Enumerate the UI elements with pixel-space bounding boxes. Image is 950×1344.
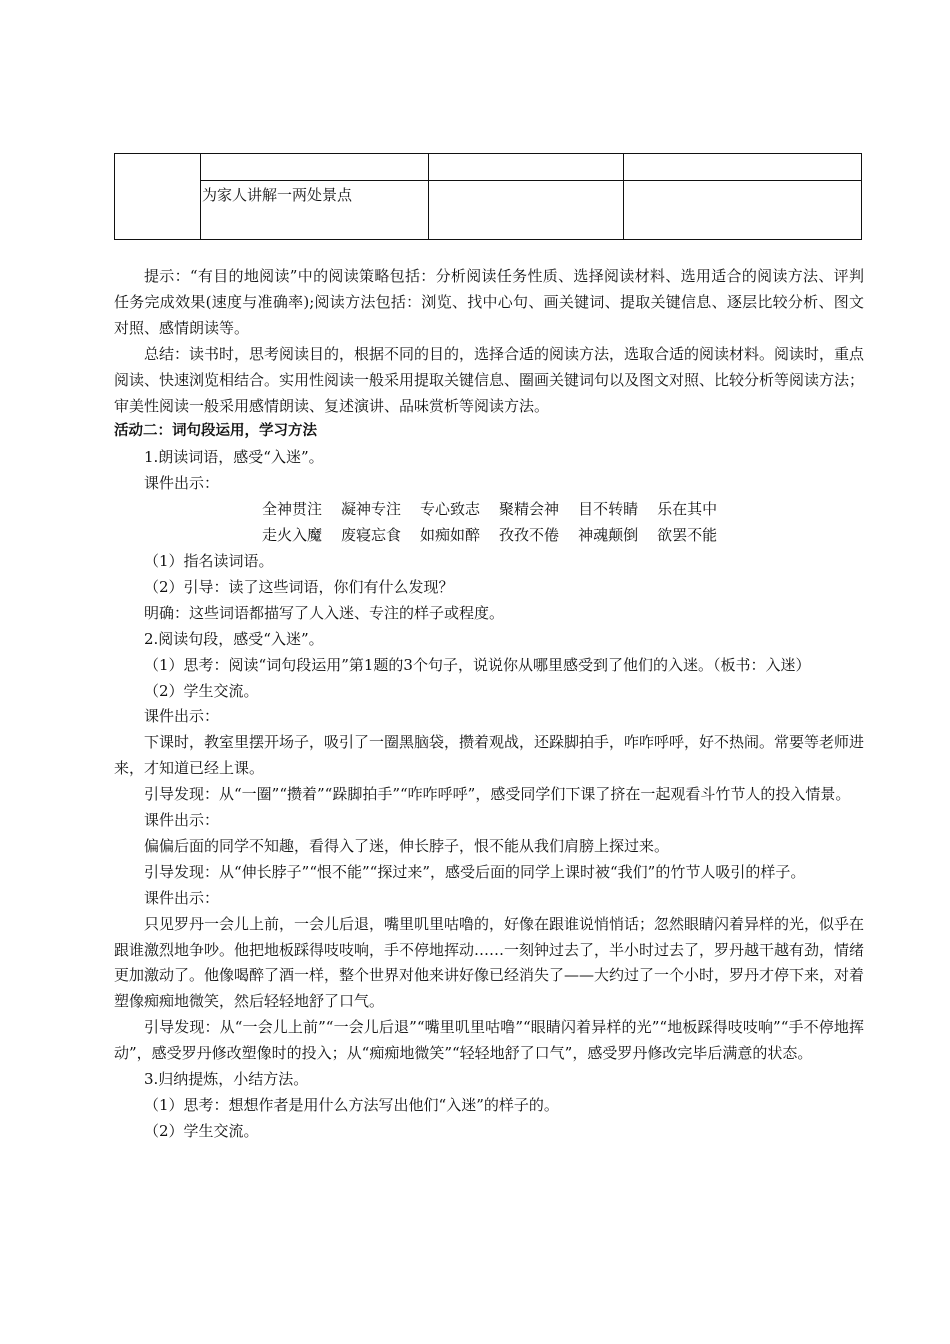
sub-step: （2）学生交流。 bbox=[144, 1121, 259, 1140]
word-item: 全神贯注 bbox=[262, 500, 323, 519]
table-cell bbox=[429, 181, 624, 240]
courseware-label: 课件出示： bbox=[144, 811, 220, 830]
word-item: 废寝忘食 bbox=[341, 526, 402, 545]
step-3: 3.归纳提炼，小结方法。 bbox=[144, 1070, 309, 1089]
table-cell bbox=[201, 181, 429, 240]
table-cell bbox=[201, 154, 429, 181]
word-item: 目不转睛 bbox=[578, 500, 639, 519]
word-item: 孜孜不倦 bbox=[499, 526, 560, 545]
courseware-label: 课件出示： bbox=[144, 474, 220, 493]
table-cell bbox=[115, 154, 201, 240]
sub-step: （1）指名读词语。 bbox=[144, 551, 274, 570]
word-item: 聚精会神 bbox=[499, 500, 560, 519]
table-cell-text: 为家人讲解一两处景点 bbox=[202, 186, 353, 204]
quote-paragraph: 只见罗丹一会儿上前，一会儿后退，嘴里叽里咕噜的，好像在跟谁说悄悄话；忽然眼睛闪着异样的光，似乎在跟谁激烈地争吵。他把地板踩得吱吱响，手不停地挥动……一刻钟过去了，半小时过去了，罗丹越干越有劲，情绪更加激动了。他像喝醉了酒一样，整个世界对他来讲好像已经消失了——大约过了一个小时，罗丹才停下来，对着塑像痴痴地微笑，然后轻轻地舒了口气。 bbox=[114, 914, 865, 1011]
activity-heading: 活动二：词句段运用，学习方法 bbox=[114, 423, 317, 440]
activity-table bbox=[114, 153, 862, 240]
table-row bbox=[115, 181, 862, 240]
guide-paragraph: 引导发现：从“一圈”“攒着”“跺脚拍手”“咋咋呼呼”，感受同学们下课了挤在一起观看斗竹节人的投入情景。 bbox=[144, 785, 851, 804]
courseware-label: 课件出示： bbox=[144, 888, 220, 907]
sub-step: （1）思考：阅读“词句段运用”第1题的3个句子，说说你从哪里感受到了他们的入迷。（板书：入迷） bbox=[144, 655, 811, 674]
clarify-text: 明确：这些词语都描写了人入迷、专注的样子或程度。 bbox=[144, 603, 505, 622]
guide-paragraph: 引导发现：从“一会儿上前”“一会儿后退”“嘴里叽里咕噜”“眼睛闪着异样的光”“地板踩得吱吱响”“手不停地挥动”，感受罗丹修改塑像时的投入；从“痴痴地微笑”“轻轻地舒了口气”，感受罗丹修改完毕后满意的状态。 bbox=[114, 1018, 864, 1063]
sub-step: （1）思考：想想作者是用什么方法写出他们“入迷”的样子的。 bbox=[144, 1096, 559, 1114]
summary-paragraph: 总结：读书时，思考阅读目的，根据不同的目的，选择合适的阅读方法，选取合适的阅读材料。阅读时，重点阅读、快速浏览相结合。实用性阅读一般采用提取关键信息、圈画关键词句以及图文对照、比较分析等阅读方法；审美性阅读一般采用感情朗读、复述演讲、品味赏析等阅读方法。 bbox=[114, 344, 865, 415]
courseware-label: 课件出示： bbox=[144, 707, 220, 726]
word-item: 欲罢不能 bbox=[657, 526, 718, 545]
word-item: 如痴如醉 bbox=[420, 526, 481, 545]
word-list-row-1 bbox=[114, 497, 864, 523]
step-1: 1.朗读词语，感受“入迷”。 bbox=[144, 448, 324, 467]
quote-paragraph: 下课时，教室里摆开场子，吸引了一圈黑脑袋，攒着观战，还跺脚拍手，咋咋呼呼，好不热闹。常要等老师进来，才知道已经上课。 bbox=[114, 733, 865, 778]
step-2: 2.阅读句段，感受“入迷”。 bbox=[144, 629, 324, 648]
table-cell bbox=[429, 154, 624, 181]
sub-step: （2）引导：读了这些词语，你们有什么发现？ bbox=[144, 577, 454, 596]
word-item: 神魂颠倒 bbox=[578, 526, 639, 545]
quote-paragraph: 偏偏后面的同学不知趣，看得入了迷，伸长脖子，恨不能从我们肩膀上探过来。 bbox=[144, 836, 670, 855]
word-item: 乐在其中 bbox=[657, 500, 718, 519]
body-text bbox=[114, 264, 864, 1145]
word-item: 专心致志 bbox=[420, 500, 481, 519]
word-list-row-2 bbox=[114, 523, 864, 549]
table-cell bbox=[624, 154, 862, 181]
guide-paragraph: 引导发现：从“伸长脖子”“恨不能”“探过来”，感受后面的同学上课时被“我们”的竹节人吸引的样子。 bbox=[144, 862, 806, 881]
word-item: 走火入魔 bbox=[262, 526, 323, 545]
table-cell bbox=[624, 181, 862, 240]
word-item: 凝神专注 bbox=[341, 500, 402, 519]
sub-step: （2）学生交流。 bbox=[144, 681, 259, 700]
table-row bbox=[115, 154, 862, 181]
hint-paragraph: 提示：“有目的地阅读”中的阅读策略包括：分析阅读任务性质、选择阅读材料、选用适合的阅读方法、评判任务完成效果(速度与准确率);阅读方法包括：浏览、找中心句、画关键词、提取关键信息、逐层比较分析、图文对照、感情朗读等。 bbox=[114, 267, 864, 337]
